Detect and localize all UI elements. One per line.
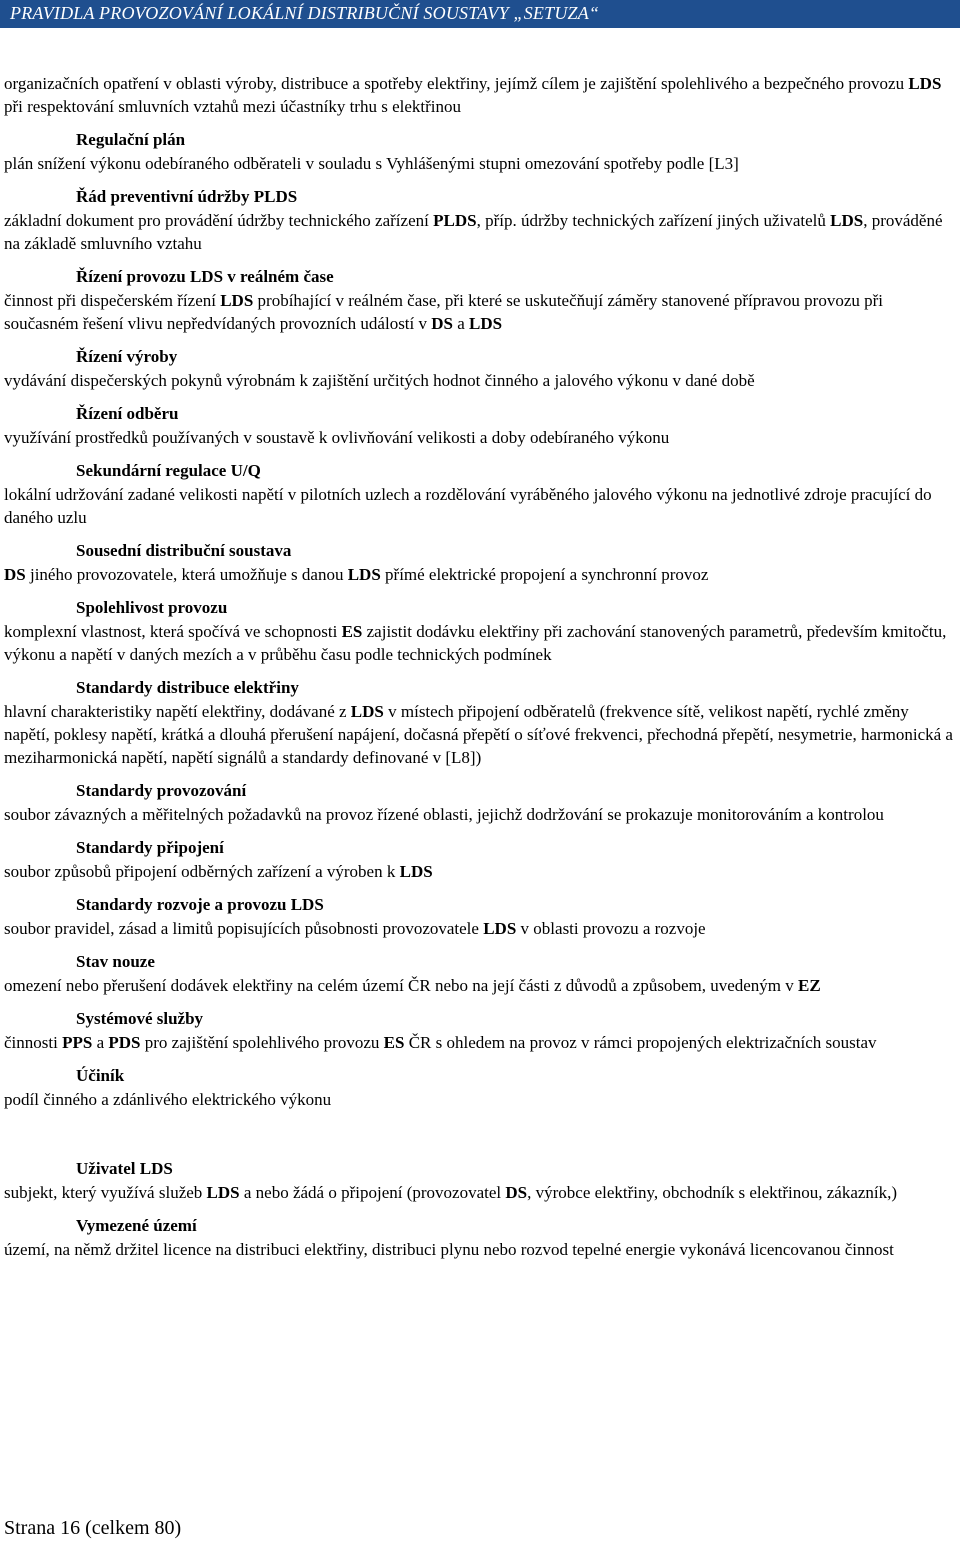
glossary-entry [4,459,956,529]
glossary-definition: komplexní vlastnost, která spočívá ve schopnosti ES zajistit dodávku elektřiny při zachování stanovených parametrů, především kmitočtu, výkonu a napětí v daných mezích a v průběhu času podle technických podmínek [4,622,947,664]
glossary-term: Standardy připojení [76,838,224,857]
glossary-definition: vydávání dispečerských pokynů výrobnám k zajištění určitých hodnot činného a jalového výkonu v dané době [4,371,755,390]
glossary-term: Účiník [76,1066,125,1085]
glossary-definition: podíl činného a zdánlivého elektrického výkonu [4,1090,332,1109]
glossary-entry [4,950,956,997]
glossary-definition: území, na němž držitel licence na distribuci elektřiny, distribuci plynu nebo rozvod tepelné energie vykonává licencovanou činnost [4,1240,894,1259]
glossary-definition: omezení nebo přerušení dodávek elektřiny na celém území ČR nebo na její části z důvodů a způsobem, uvedeným v EZ [4,976,821,995]
glossary-entry [4,345,956,392]
glossary-entry [4,836,956,883]
glossary-term: Řízení výroby [76,347,178,366]
glossary-entry [4,402,956,449]
glossary-entry [4,1214,956,1261]
glossary-definition: plán snížení výkonu odebíraného odběrateli v souladu s Vyhlášenými stupni omezování spotřeby podle [L3] [4,154,739,173]
glossary-entry [4,1064,956,1111]
glossary-term: Řízení odběru [76,404,179,423]
glossary-term: Regulační plán [76,130,186,149]
glossary-term: Standardy rozvoje a provozu LDS [76,895,324,914]
glossary-term: Vymezené území [76,1216,197,1235]
glossary-definition: soubor pravidel, zásad a limitů popisujících působnosti provozovatele LDS v oblasti provozu a rozvoje [4,919,706,938]
glossary-definition: DS jiného provozovatele, která umožňuje s danou LDS přímé elektrické propojení a synchronní provoz [4,565,709,584]
glossary-term: Sousední distribuční soustava [76,541,292,560]
glossary-term: Uživatel LDS [76,1159,173,1178]
document-header-bar [0,0,960,28]
glossary-definition: soubor závazných a měřitelných požadavků na provoz řízené oblasti, jejichž dodržování se prokazuje monitorováním a kontrolou [4,805,884,824]
glossary-entry [4,893,956,940]
glossary-entry [4,539,956,586]
glossary-term: Sekundární regulace U/Q [76,461,261,480]
glossary-entry [4,596,956,666]
glossary-content [4,72,956,1271]
glossary-definition: hlavní charakteristiky napětí elektřiny, dodávané z LDS v místech připojení odběratelů (frekvence sítě, velikost napětí, rychlé změny napětí, poklesy napětí, krátká a dlouhá přerušení napájení, dočasná přepětí o síťové frekvenci, přechodná přepětí, nesymetrie, harmonická a meziharmonická napětí, napětí signálů a standardy definované v [L8]) [4,702,953,767]
glossary-definition: činnosti PPS a PDS pro zajištění spolehlivého provozu ES ČR s ohledem na provoz v rámci propojených elektrizačních soustav [4,1033,877,1052]
glossary-definition: lokální udržování zadané velikosti napětí v pilotních uzlech a rozdělování vyráběného jalového výkonu na jednotlivé zdroje pracující do daného uzlu [4,485,932,527]
glossary-definition: využívání prostředků používaných v soustavě k ovlivňování velikosti a doby odebíraného výkonu [4,428,670,447]
page-number: Strana 16 (celkem 80) [4,1517,182,1539]
glossary-entry [4,1157,956,1204]
glossary-term: Standardy provozování [76,781,247,800]
glossary-definition: základní dokument pro provádění údržby technického zařízení PLDS, příp. údržby technických zařízení jiných uživatelů LDS, prováděné na základě smluvního vztahu [4,211,943,253]
glossary-term: Řád preventivní údržby PLDS [76,187,298,206]
glossary-term: Spolehlivost provozu [76,598,228,617]
intro-paragraph: organizačních opatření v oblasti výroby, distribuce a spotřeby elektřiny, jejímž cílem je zajištění spolehlivého a bezpečného provozu LDS při respektování smluvních vztahů mezi účastníky trhu s elektřinou [4,74,942,116]
glossary-list [4,128,956,1261]
glossary-entry [4,185,956,255]
document-header-title: PRAVIDLA PROVOZOVÁNÍ LOKÁLNÍ DISTRIBUČNÍ SOUSTAVY „SETUZA“ [10,3,600,23]
glossary-entry [4,128,956,175]
glossary-entry [4,779,956,826]
glossary-entry [4,265,956,335]
glossary-term: Systémové služby [76,1009,204,1028]
glossary-entry [4,1007,956,1054]
glossary-definition: subjekt, který využívá služeb LDS a nebo žádá o připojení (provozovatel DS, výrobce elektřiny, obchodník s elektřinou, zákazník,) [4,1183,898,1202]
glossary-definition: činnost při dispečerském řízení LDS probíhající v reálném čase, při které se uskutečňují záměry stanovené přípravou provozu při současném řešení vlivu nepředvídaných provozních událostí v DS a LDS [4,291,884,333]
glossary-term: Standardy distribuce elektřiny [76,678,299,697]
glossary-entry [4,676,956,769]
glossary-term: Stav nouze [76,952,155,971]
glossary-term: Řízení provozu LDS v reálném čase [76,267,334,286]
glossary-definition: soubor způsobů připojení odběrných zařízení a výroben k LDS [4,862,433,881]
